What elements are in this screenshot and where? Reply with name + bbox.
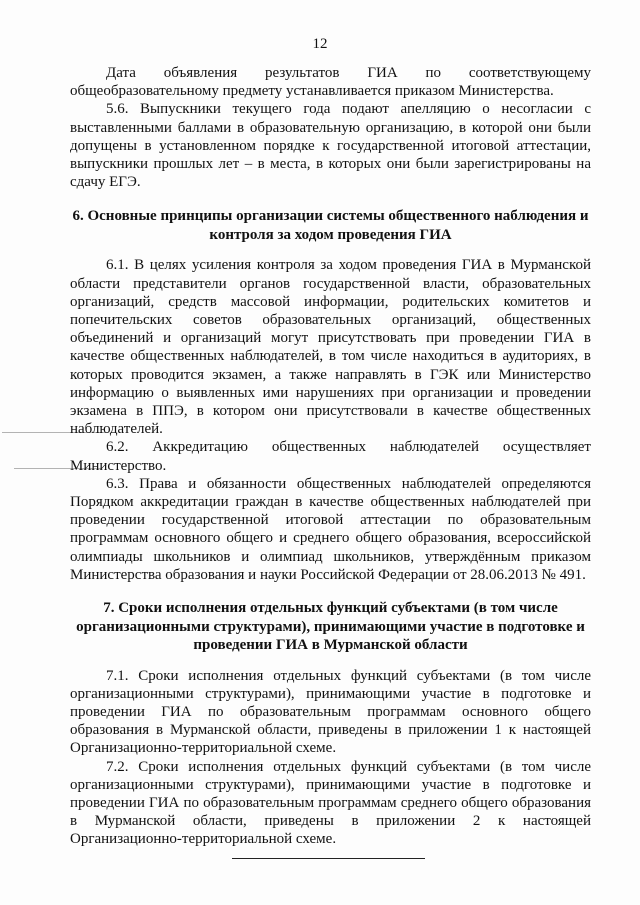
paragraph-7-1: 7.1. Сроки исполнения отдельных функций субъектами (в том числе организационными структурами), принимающими участие в подготовке и проведении ГИА по образовательным программам основного общего образования в Мурманской области, приведены в приложении 1 к настоящей Организационно-территориальной схеме. xyxy=(70,667,591,757)
paragraph-results-date: Дата объявления результатов ГИА по соответствующему общеобразовательному предмету устанавливается приказом Министерства. xyxy=(70,65,591,100)
document-body xyxy=(70,64,591,849)
paragraph-6-1: 6.1. В целях усиления контроля за ходом проведения ГИА в Мурманской области представители органов государственной власти, образовательных организаций, средств массовой информации, родительских комитетов и попечительских советов образовательных организаций, общественных объединений и организаций могут присутствовать при проведении ГИА в качестве общественных наблюдателей, в том числе находиться в аудиториях, в которых проводится экзамен, а также направлять в ГЭК или Министерство информацию о выявленных ими нарушениях при организации и проведении экзамена в ППЭ, в котором они присутствовали в качестве общественных наблюдателей. xyxy=(70,257,591,438)
paragraph-6-2: 6.2. Аккредитацию общественных наблюдателей осуществляет Министерство. xyxy=(70,439,591,474)
page-number: 12 xyxy=(312,36,328,52)
section-6-heading: 6. Основные принципы организации системы общественного наблюдения и контроля за ходом проведения ГИА xyxy=(72,208,589,243)
section-7-heading: 7. Сроки исполнения отдельных функций субъектами (в том числе организационными структурами), принимающими участие в подготовке и проведении ГИА в Мурманской области xyxy=(76,600,585,654)
footer-separator-line xyxy=(232,858,425,859)
paragraph-5-6: 5.6. Выпускники текущего года подают апелляцию о несогласии с выставленными баллами в образовательную организацию, в которой они были допущены в установленном порядке к государственной итоговой аттестации, выпускники прошлых лет – в места, в которых они были зарегистрированы на сдачу ЕГЭ. xyxy=(70,101,591,191)
paragraph-7-2: 7.2. Сроки исполнения отдельных функций субъектами (в том числе организационными структурами), принимающими участие в подготовке и проведении ГИА по образовательным программам среднего общего образования в Мурманской области, приведены в приложении 2 к настоящей Организационно-территориальной схеме. xyxy=(70,758,591,848)
paragraph-6-3: 6.3. Права и обязанности общественных наблюдателей определяются Порядком аккредитации граждан в качестве общественных наблюдателей при проведении государственной итоговой аттестации по образовательным программам основного общего и среднего общего образования, всероссийской олимпиады школьников и олимпиад школьников, утверждённым приказом Министерства образования и науки Российской Федерации от 28.06.2013 № 491. xyxy=(70,475,591,583)
